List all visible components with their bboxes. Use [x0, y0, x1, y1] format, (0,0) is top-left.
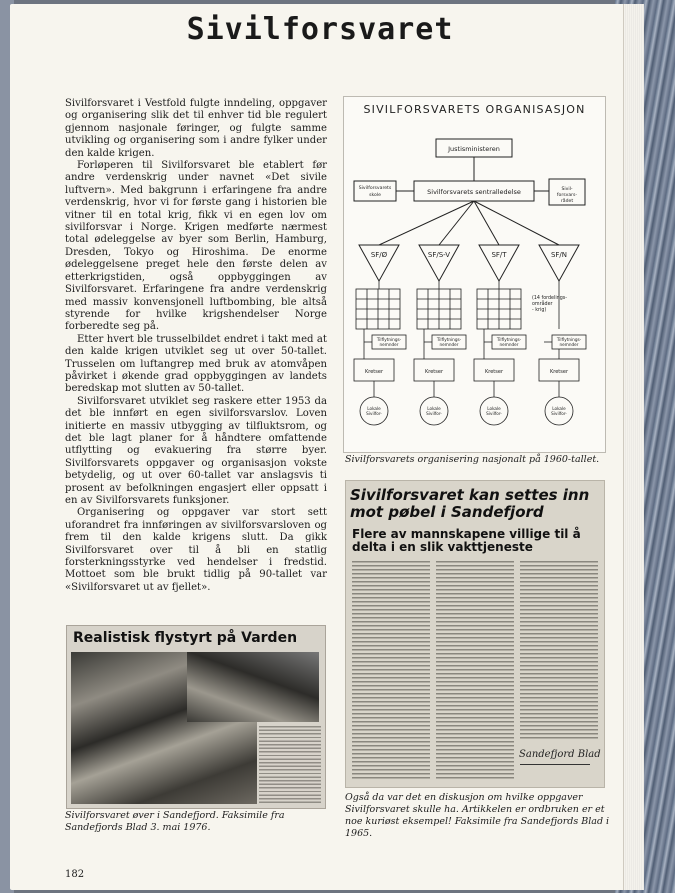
org-council-label-3: rådet — [560, 199, 574, 204]
paragraph: Sivilforsvaret utviklet seg raskere etter 1953 da det ble innført en egen sivilforsvarslov. Loven initierte en massiv utbygging av tilfluktsrom, og det ble lagt planer for å håndtere omfattende utflytting og evakuering fra større byer. Sivilforsvarets oppgaver og organisasjon vokste betydelig, og ut over 60-tallet var anslagsvis ti prosent av befolkningen engasjert eller oppsatt i en av Sivilforsvarets funksjoner. — [65, 395, 327, 506]
svg-text:Sivilfor-: Sivilfor- — [551, 411, 567, 416]
svg-text:SF/Ø: SF/Ø — [370, 251, 388, 259]
svg-text:Tilflytnings-: Tilflytnings- — [436, 337, 462, 342]
page-edges — [623, 4, 644, 890]
paragraph: Forløperen til Sivilforsvaret ble etablert før andre verdenskrig under navnet «Det sivile luftvern». Med bakgrunn i erfaringene fra andre verdenskrig, hvor vi for første gang i historien ble vitner til en total krig, fikk vi en egen lov om sivilforsvar i Norge. Krigen medførte nærmest total ødeleggelse av byer som Berlin, Hamburg, Dresden, Tokyo og Hiroshima. De enorme ødeleggelsene preget hele den første delen av etterkrigstiden, også oppbyggingen av Sivilforsvaret. Erfaringene fra andre verdenskrig med massiv konvensjonell luftbombing, ble altså styrende for hvilke krigshendelser Norge forberedte seg på. — [65, 160, 327, 333]
svg-text:SF/S-V: SF/S-V — [427, 251, 451, 259]
newspaper-signature: Sandefjord Blad — [516, 749, 604, 760]
org-district-grid — [356, 281, 559, 329]
org-council-label-2: forsvars- — [556, 193, 578, 198]
svg-text:Lokale: Lokale — [552, 406, 566, 411]
svg-text:nemnder: nemnder — [379, 342, 399, 347]
svg-text:Tilflytnings-: Tilflytnings- — [496, 337, 522, 342]
svg-text:Tilflytnings-: Tilflytnings- — [376, 337, 402, 342]
svg-text:Sivilfor-: Sivilfor- — [366, 411, 382, 416]
org-school-label: Sivilforsvarets — [358, 186, 392, 191]
signature-underline — [520, 764, 590, 765]
svg-text:områder: områder — [532, 302, 553, 307]
org-chart — [343, 96, 606, 453]
org-chart-diagram — [344, 97, 605, 452]
svg-text:Lokale: Lokale — [487, 406, 501, 411]
svg-text:SF/T: SF/T — [491, 251, 507, 259]
org-region-2 — [419, 245, 459, 281]
newspaper-columns — [352, 561, 598, 779]
page-title: Sivilforsvaret — [186, 12, 454, 47]
org-top-label: Justisministeren — [448, 145, 500, 153]
newspaper-column — [436, 561, 514, 779]
newspaper-subheadline: Flere av mannskapene villige til å delta i en slik vakttjeneste — [352, 527, 581, 554]
org-central-label: Sivilforsvarets sentralledelse — [427, 188, 521, 196]
svg-text:Lokale: Lokale — [427, 406, 441, 411]
svg-text:Kretser: Kretser — [485, 369, 503, 375]
paragraph: Etter hvert ble trusselbildet endret i takt med at den kalde krigen utviklet seg ut over 50-tallet. Trusselen om luftangrep med bruk av atomvåpen påvirket i økende grad oppbyggingen av landets beredskap mot slutten av 50-tallet. — [65, 333, 327, 395]
photo-image-secondary — [187, 652, 319, 722]
org-region-4 — [539, 245, 579, 281]
paragraph: Organisering og oppgaver var stort sett uforandret fra innføringen av sivilforsvarsloven og frem til den kalde krigens slutt. Da gikk Sivilforsvaret over til å bli en statlig forsterkningsstyrke ved hendelser i fredstid. Mottoet som ble brukt tidlig på 90-tallet var «Sivilforsvaret ut av fjellet». — [65, 507, 327, 593]
page-number: 182 — [65, 869, 85, 880]
svg-text:nemnder: nemnder — [499, 342, 519, 347]
newspaper-column — [352, 561, 430, 779]
newspaper-caption: Også da var det en diskusjon om hvilke oppgaver Sivilforsvaret skulle ha. Artikkelen er ordbruken er et noe kuriøst eksempel! Faksimile fra Sandefjords Blad i 1965. — [345, 792, 610, 839]
org-council-label: Sivil- — [561, 187, 573, 192]
book-page — [10, 4, 630, 890]
svg-text:Sivilfor-: Sivilfor- — [426, 411, 442, 416]
org-district-note: (14 fordelings- — [532, 296, 567, 301]
org-region-1 — [359, 245, 399, 281]
newspaper-clipping — [345, 480, 605, 788]
org-region-3 — [479, 245, 519, 281]
newspaper-column — [520, 561, 598, 741]
newspaper-headline: Sivilforsvaret kan settes inn mot pøbel i Sandefjord — [350, 486, 590, 521]
org-school-label-2: skole — [369, 193, 381, 198]
photo-caption: Sivilforsvaret øver i Sandefjord. Faksimile fra Sandefjords Blad 3. mai 1976. — [65, 810, 285, 833]
svg-text:Lokale: Lokale — [367, 406, 381, 411]
photo-clipping — [66, 625, 326, 809]
org-local-units — [360, 381, 573, 425]
paragraph: Sivilforsvaret i Vestfold fulgte inndeling, oppgaver og organisering slik det til enhver tid ble regulert gjennom nasjonale føringer, og fulgte samme utvikling og organisering som i andre fylker under den kalde krigen. — [65, 98, 327, 159]
svg-text:nemnder: nemnder — [559, 342, 579, 347]
svg-text:nemnder: nemnder — [439, 342, 459, 347]
photo-headline: Realistisk flystyrt på Varden — [73, 630, 298, 646]
svg-text:Kretser: Kretser — [425, 369, 443, 375]
body-text — [65, 98, 327, 594]
svg-text:Kretser: Kretser — [550, 369, 568, 375]
svg-text:SF/N: SF/N — [550, 251, 568, 259]
svg-text:Tilflytnings-: Tilflytnings- — [556, 337, 582, 342]
org-chart-title: SIVILFORSVARETS ORGANISASJON — [363, 103, 586, 116]
svg-text:- krig): - krig) — [532, 308, 547, 313]
svg-text:Sivilfor-: Sivilfor- — [486, 411, 502, 416]
org-box-school — [354, 181, 396, 201]
org-chart-caption: Sivilforsvarets organisering nasjonalt på 1960-tallet. — [345, 454, 600, 465]
svg-text:Kretser: Kretser — [365, 369, 383, 375]
photo-article-text — [259, 726, 321, 804]
